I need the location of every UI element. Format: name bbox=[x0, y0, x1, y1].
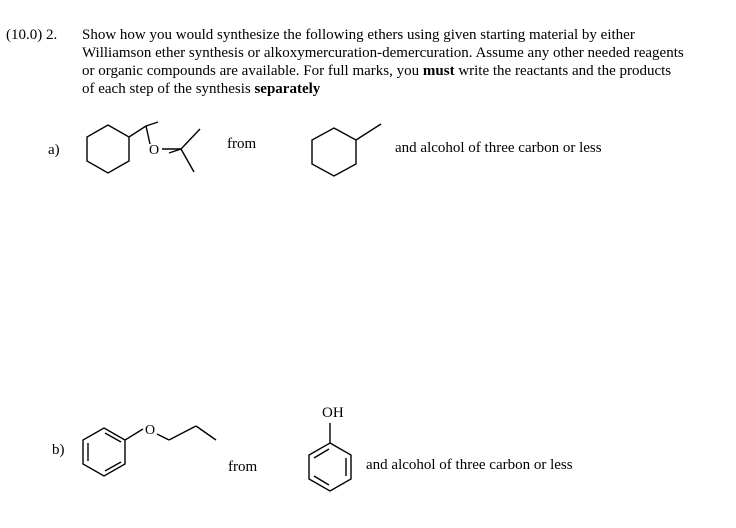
bond-tbutyl-methyl-2 bbox=[181, 149, 194, 172]
bond-chain-1 bbox=[169, 426, 196, 440]
cyclohexane-ring-a bbox=[87, 125, 129, 173]
part-a-from: from bbox=[227, 136, 257, 152]
benzene-ring-b-start bbox=[309, 443, 351, 491]
part-a-target-structure bbox=[87, 122, 200, 173]
bond-ring-to-ch2 bbox=[125, 429, 143, 440]
part-b-from: from bbox=[228, 459, 258, 475]
part-a-note: and alcohol of three carbon or less bbox=[395, 140, 602, 156]
bond-oxygen-to-ch2 bbox=[157, 434, 169, 440]
part-b-starting-material bbox=[309, 423, 351, 491]
part-a-starting-material bbox=[312, 124, 381, 176]
bond-c-to-oxygen-a bbox=[146, 126, 150, 144]
bond-ring-to-quaternary-c bbox=[129, 126, 146, 137]
cyclohexane-ring-a-start bbox=[312, 128, 356, 176]
part-a-label: a) bbox=[48, 142, 60, 158]
separately-emphasis: separately bbox=[254, 81, 321, 97]
part-b-label: b) bbox=[52, 442, 65, 458]
statement-line-2: Williamson ether synthesis or alkoxymercuration-demercuration. Assume any other needed reagents bbox=[82, 45, 684, 61]
bond-tbutyl-methyl-1 bbox=[181, 129, 200, 149]
oxygen-label-b: O bbox=[145, 423, 156, 438]
aromatic-double-bond-3 bbox=[105, 433, 121, 442]
aromatic-double-bond-2 bbox=[105, 462, 121, 471]
benzene-ring-b bbox=[83, 428, 125, 476]
statement-line-3-start: or organic compounds are available. For full marks, you bbox=[82, 63, 423, 79]
statement-line-1: Show how you would synthesize the following ethers using given starting material by either bbox=[82, 27, 635, 43]
bond-methyl-a1 bbox=[146, 122, 158, 126]
must-emphasis: must bbox=[422, 63, 455, 79]
oxygen-label-a: O bbox=[149, 143, 160, 158]
bond-exocyclic-a bbox=[356, 124, 381, 140]
part-b-note: and alcohol of three carbon or less bbox=[366, 457, 573, 473]
statement-line-3-end: write the reactants and the products bbox=[454, 63, 672, 79]
hydroxyl-label: OH bbox=[322, 405, 344, 421]
bond-chain-2 bbox=[196, 426, 216, 440]
statement-line-4-start: of each step of the synthesis bbox=[82, 81, 255, 97]
question-number: (10.0) 2. bbox=[6, 27, 58, 43]
